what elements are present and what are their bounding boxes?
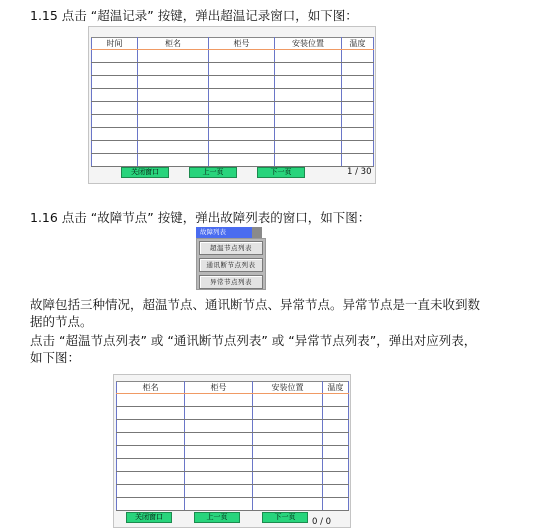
table-cell xyxy=(275,76,342,89)
table-cell xyxy=(253,407,323,420)
table-row xyxy=(92,76,374,89)
table-cell xyxy=(92,154,138,167)
next-page-button[interactable]: 下一页 xyxy=(262,512,308,523)
table-cell xyxy=(323,446,349,459)
table-cell xyxy=(92,128,138,141)
table-cell xyxy=(138,76,209,89)
table-row xyxy=(92,50,374,63)
table-row xyxy=(117,433,349,446)
column-header-cabinet-number: 柜号 xyxy=(209,38,275,50)
table-cell xyxy=(117,446,185,459)
table-cell xyxy=(275,154,342,167)
comm-lost-node-list-button[interactable]: 通讯断节点列表 xyxy=(199,258,263,272)
table-row xyxy=(117,394,349,407)
table-cell xyxy=(138,141,209,154)
table-cell xyxy=(323,485,349,498)
table-cell xyxy=(117,420,185,433)
table-cell xyxy=(185,394,253,407)
table-row xyxy=(92,141,374,154)
table-cell xyxy=(275,128,342,141)
table-row xyxy=(117,407,349,420)
table-row xyxy=(117,498,349,511)
fault-list-instruction-paragraph: 点击 “超温节点列表” 或 “通讯断节点列表” 或 “异常节点列表”，弹出对应列表，如下图： xyxy=(30,333,477,365)
table-cell xyxy=(275,50,342,63)
table-cell xyxy=(323,472,349,485)
column-header-install-location: 安装位置 xyxy=(275,38,342,50)
table-row xyxy=(117,472,349,485)
table-cell xyxy=(342,154,374,167)
table-cell xyxy=(185,459,253,472)
table-cell xyxy=(253,394,323,407)
table-cell xyxy=(253,459,323,472)
table-cell xyxy=(209,115,275,128)
over-temp-record-window xyxy=(88,26,376,184)
table-cell xyxy=(209,102,275,115)
table-cell xyxy=(209,141,275,154)
table-cell xyxy=(323,394,349,407)
fault-node-list-window xyxy=(113,374,351,528)
table-cell xyxy=(138,154,209,167)
table-cell xyxy=(323,433,349,446)
column-header-temperature: 温度 xyxy=(342,38,374,50)
table-cell xyxy=(323,498,349,511)
close-window-button[interactable]: 关闭窗口 xyxy=(121,167,169,178)
table-cell xyxy=(209,128,275,141)
table-row xyxy=(117,446,349,459)
table-cell xyxy=(185,485,253,498)
table-cell xyxy=(185,420,253,433)
fault-description-paragraph: 故障包括三种情况，超温节点、通讯断节点、异常节点。异常节点是一直未收到数据的节点。 xyxy=(30,297,481,329)
table-cell xyxy=(275,89,342,102)
table-cell xyxy=(185,472,253,485)
section-heading-1-16: 1.16 点击 “故障节点” 按键，弹出故障列表的窗口，如下图： xyxy=(30,210,371,225)
previous-page-button[interactable]: 上一页 xyxy=(194,512,240,523)
table-cell xyxy=(323,407,349,420)
fault-node-list-table xyxy=(116,381,349,511)
table-cell xyxy=(117,459,185,472)
table-cell xyxy=(323,459,349,472)
table-cell xyxy=(92,63,138,76)
table-cell xyxy=(253,420,323,433)
table-cell xyxy=(138,102,209,115)
table-cell xyxy=(209,63,275,76)
table-cell xyxy=(342,63,374,76)
table-cell xyxy=(138,128,209,141)
table-row xyxy=(92,63,374,76)
table-cell xyxy=(342,50,374,63)
next-page-button[interactable]: 下一页 xyxy=(257,167,305,178)
table-row xyxy=(92,128,374,141)
table-header-row xyxy=(117,382,349,394)
column-header-temperature: 温度 xyxy=(323,382,349,394)
table-cell xyxy=(253,472,323,485)
fault-list-menu xyxy=(196,238,266,290)
table-cell xyxy=(342,128,374,141)
table-cell xyxy=(275,115,342,128)
table-cell xyxy=(92,76,138,89)
table-cell xyxy=(92,141,138,154)
section-heading-1-15: 1.15 点击 “超温记录” 按键，弹出超温记录窗口，如下图： xyxy=(30,8,358,23)
table-cell xyxy=(138,63,209,76)
table-row xyxy=(92,115,374,128)
table-cell xyxy=(185,407,253,420)
column-header-cabinet-name: 柜名 xyxy=(138,38,209,50)
fault-list-title: 故障列表 xyxy=(196,227,252,238)
table-row xyxy=(92,89,374,102)
table-cell xyxy=(92,102,138,115)
table-header-row xyxy=(92,38,374,50)
over-temp-node-list-button[interactable]: 超温节点列表 xyxy=(199,241,263,255)
table-cell xyxy=(117,498,185,511)
table-cell xyxy=(323,420,349,433)
column-header-cabinet-name: 柜名 xyxy=(117,382,185,394)
column-header-cabinet-number: 柜号 xyxy=(185,382,253,394)
table-cell xyxy=(138,115,209,128)
table-cell xyxy=(92,115,138,128)
table-row xyxy=(92,154,374,167)
table-cell xyxy=(253,446,323,459)
table-cell xyxy=(209,154,275,167)
column-header-install-location: 安装位置 xyxy=(253,382,323,394)
table-cell xyxy=(117,472,185,485)
table-cell xyxy=(342,76,374,89)
table-row xyxy=(117,459,349,472)
table-cell xyxy=(185,433,253,446)
table-cell xyxy=(342,141,374,154)
column-header-time: 时间 xyxy=(92,38,138,50)
table-cell xyxy=(342,102,374,115)
table-cell xyxy=(275,63,342,76)
table-cell xyxy=(117,433,185,446)
table-cell xyxy=(117,407,185,420)
fault-list-title-bar-end xyxy=(252,227,262,238)
table-cell xyxy=(253,433,323,446)
table-cell xyxy=(275,102,342,115)
previous-page-button[interactable]: 上一页 xyxy=(189,167,237,178)
table-cell xyxy=(92,50,138,63)
table-cell xyxy=(138,50,209,63)
table-cell xyxy=(117,485,185,498)
table-cell xyxy=(209,50,275,63)
table-row xyxy=(117,420,349,433)
table-cell xyxy=(92,89,138,102)
table-cell xyxy=(342,115,374,128)
table-cell xyxy=(342,89,374,102)
table-cell xyxy=(275,141,342,154)
table-cell xyxy=(253,498,323,511)
over-temp-record-table xyxy=(91,37,374,167)
table-cell xyxy=(209,76,275,89)
page-indicator: 1 / 30 xyxy=(347,167,372,177)
table-cell xyxy=(117,394,185,407)
table-cell xyxy=(185,498,253,511)
table-row xyxy=(117,485,349,498)
table-cell xyxy=(185,446,253,459)
close-window-button[interactable]: 关闭窗口 xyxy=(126,512,172,523)
abnormal-node-list-button[interactable]: 异常节点列表 xyxy=(199,275,263,289)
table-cell xyxy=(253,485,323,498)
table-row xyxy=(92,102,374,115)
table-cell xyxy=(138,89,209,102)
page-indicator: 0 / 0 xyxy=(312,517,332,527)
table-cell xyxy=(209,89,275,102)
